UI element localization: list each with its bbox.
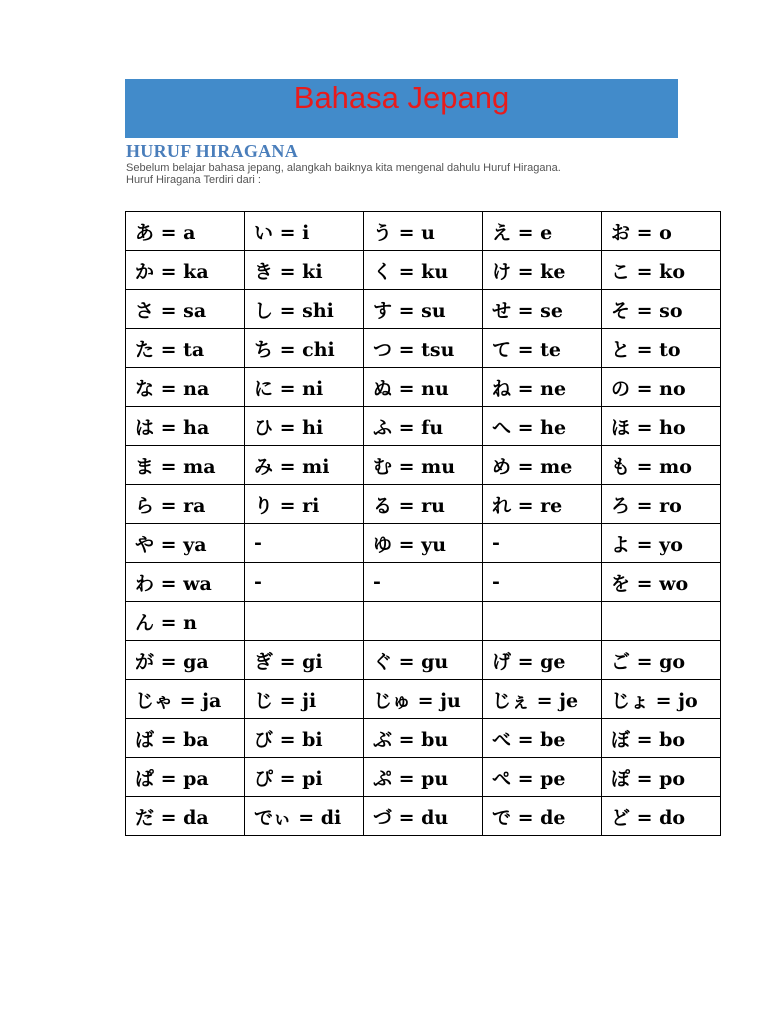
table-cell: は = ha [126, 407, 245, 446]
table-cell: り = ri [245, 485, 364, 524]
table-cell: へ = he [483, 407, 602, 446]
table-cell [364, 602, 483, 641]
table-cell: じょ = jo [602, 680, 721, 719]
table-cell: じぇ = je [483, 680, 602, 719]
table-row [126, 290, 721, 329]
table-cell: む = mu [364, 446, 483, 485]
table-cell: ひ = hi [245, 407, 364, 446]
hiragana-table-body [126, 212, 721, 836]
table-cell: よ = yo [602, 524, 721, 563]
table-cell: ぴ = pi [245, 758, 364, 797]
table-cell: か = ka [126, 251, 245, 290]
table-row [126, 797, 721, 836]
table-row [126, 329, 721, 368]
table-row [126, 446, 721, 485]
table-cell: ど = do [602, 797, 721, 836]
table-cell: び = bi [245, 719, 364, 758]
table-cell: き = ki [245, 251, 364, 290]
table-cell: が = ga [126, 641, 245, 680]
table-cell: お = o [602, 212, 721, 251]
table-cell: じゃ = ja [126, 680, 245, 719]
table-cell: う = u [364, 212, 483, 251]
table-cell: ほ = ho [602, 407, 721, 446]
table-cell: ぎ = gi [245, 641, 364, 680]
table-cell: み = mi [245, 446, 364, 485]
table-row [126, 641, 721, 680]
table-cell: め = me [483, 446, 602, 485]
table-row [126, 485, 721, 524]
table-cell: ゆ = yu [364, 524, 483, 563]
table-cell: に = ni [245, 368, 364, 407]
table-cell: ご = go [602, 641, 721, 680]
table-row [126, 212, 721, 251]
table-cell: さ = sa [126, 290, 245, 329]
table-cell: ぱ = pa [126, 758, 245, 797]
table-cell: こ = ko [602, 251, 721, 290]
page-title: Bahasa Jepang [293, 80, 510, 115]
table-cell: ぶ = bu [364, 719, 483, 758]
table-cell: わ = wa [126, 563, 245, 602]
table-cell: し = shi [245, 290, 364, 329]
table-cell [602, 602, 721, 641]
table-cell: ね = ne [483, 368, 602, 407]
table-cell: じ = ji [245, 680, 364, 719]
table-cell: - [245, 524, 364, 563]
table-cell: け = ke [483, 251, 602, 290]
table-cell: - [483, 524, 602, 563]
table-cell [245, 602, 364, 641]
table-row [126, 524, 721, 563]
table-cell: ぷ = pu [364, 758, 483, 797]
table-cell: も = mo [602, 446, 721, 485]
table-cell: づ = du [364, 797, 483, 836]
table-cell: ぽ = po [602, 758, 721, 797]
table-row [126, 251, 721, 290]
table-cell: べ = be [483, 719, 602, 758]
table-row [126, 602, 721, 641]
table-cell: ぐ = gu [364, 641, 483, 680]
table-cell: ら = ra [126, 485, 245, 524]
table-cell: え = e [483, 212, 602, 251]
table-cell: げ = ge [483, 641, 602, 680]
table-cell: と = to [602, 329, 721, 368]
table-cell: せ = se [483, 290, 602, 329]
table-cell: - [364, 563, 483, 602]
table-cell: ろ = ro [602, 485, 721, 524]
table-cell: ぼ = bo [602, 719, 721, 758]
table-cell: す = su [364, 290, 483, 329]
table-cell: つ = tsu [364, 329, 483, 368]
table-cell: ぬ = nu [364, 368, 483, 407]
table-cell: で = de [483, 797, 602, 836]
table-row [126, 758, 721, 797]
table-cell: ち = chi [245, 329, 364, 368]
table-cell: ぺ = pe [483, 758, 602, 797]
table-cell [483, 602, 602, 641]
table-row [126, 719, 721, 758]
intro-line-2: Huruf Hiragana Terdiri dari : [126, 174, 261, 186]
table-cell: を = wo [602, 563, 721, 602]
table-cell: な = na [126, 368, 245, 407]
table-cell: て = te [483, 329, 602, 368]
table-cell: じゅ = ju [364, 680, 483, 719]
table-row [126, 563, 721, 602]
table-cell: た = ta [126, 329, 245, 368]
table-cell: そ = so [602, 290, 721, 329]
table-row [126, 680, 721, 719]
table-cell: い = i [245, 212, 364, 251]
table-cell: の = no [602, 368, 721, 407]
table-cell: あ = a [126, 212, 245, 251]
table-cell: ば = ba [126, 719, 245, 758]
table-cell: る = ru [364, 485, 483, 524]
intro-line-1: Sebelum belajar bahasa jepang, alangkah baiknya kita mengenal dahulu Huruf Hiragana. [126, 162, 561, 174]
table-cell: - [245, 563, 364, 602]
table-cell: でぃ = di [245, 797, 364, 836]
table-cell: ふ = fu [364, 407, 483, 446]
table-row [126, 407, 721, 446]
table-cell: - [483, 563, 602, 602]
intro-text [126, 162, 686, 186]
title-banner [125, 79, 678, 138]
table-cell: や = ya [126, 524, 245, 563]
hiragana-table [125, 211, 721, 836]
table-cell: だ = da [126, 797, 245, 836]
table-cell: く = ku [364, 251, 483, 290]
table-cell: れ = re [483, 485, 602, 524]
section-heading: HURUF HIRAGANA [126, 141, 299, 161]
table-cell: ま = ma [126, 446, 245, 485]
table-cell: ん = n [126, 602, 245, 641]
table-row [126, 368, 721, 407]
